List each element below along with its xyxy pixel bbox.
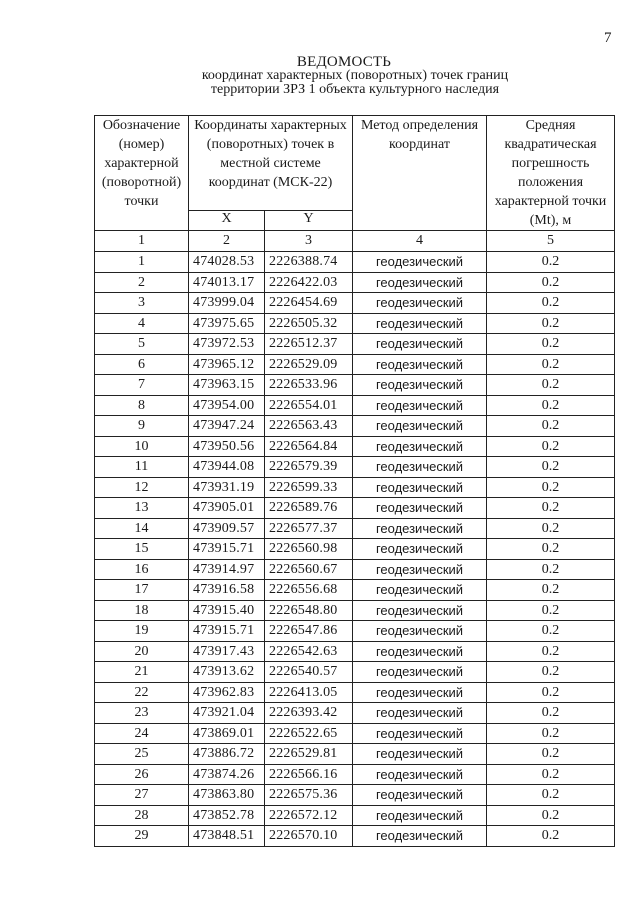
coordinate-x-cell: 473944.08 [189, 457, 265, 478]
table-row [95, 313, 615, 334]
error-cell: 0.2 [487, 559, 615, 580]
coordinate-y-cell: 2226570.10 [265, 826, 353, 847]
table-row [95, 252, 615, 273]
header-coordinates: Координаты характерных (поворотных) точек в местной системе координат (МСК-22) [189, 116, 353, 211]
method-cell: геодезический [353, 662, 487, 683]
error-cell: 0.2 [487, 354, 615, 375]
method-cell: геодезический [353, 293, 487, 314]
point-number-cell: 3 [95, 293, 189, 314]
coordinate-x-cell: 473965.12 [189, 354, 265, 375]
point-number-cell: 22 [95, 682, 189, 703]
error-cell: 0.2 [487, 518, 615, 539]
coordinate-x-cell: 473848.51 [189, 826, 265, 847]
method-cell: геодезический [353, 334, 487, 355]
coordinate-x-cell: 473921.04 [189, 703, 265, 724]
method-cell: геодезический [353, 477, 487, 498]
coordinate-x-cell: 473915.40 [189, 600, 265, 621]
point-number-cell: 21 [95, 662, 189, 683]
coordinate-y-cell: 2226589.76 [265, 498, 353, 519]
header-y: Y [265, 211, 353, 231]
error-cell: 0.2 [487, 498, 615, 519]
method-cell: геодезический [353, 395, 487, 416]
coordinate-x-cell: 473916.58 [189, 580, 265, 601]
method-cell: геодезический [353, 354, 487, 375]
header-method: Метод определения координат [353, 116, 487, 231]
coordinate-x-cell: 473905.01 [189, 498, 265, 519]
table-row [95, 272, 615, 293]
coordinate-x-cell: 473954.00 [189, 395, 265, 416]
coordinate-y-cell: 2226529.09 [265, 354, 353, 375]
point-number-cell: 12 [95, 477, 189, 498]
coordinate-y-cell: 2226556.68 [265, 580, 353, 601]
point-number-cell: 23 [95, 703, 189, 724]
point-number-cell: 29 [95, 826, 189, 847]
coordinate-y-cell: 2226560.67 [265, 559, 353, 580]
coordinate-x-cell: 473915.71 [189, 539, 265, 560]
coordinate-x-cell: 473931.19 [189, 477, 265, 498]
table-row [95, 785, 615, 806]
error-cell: 0.2 [487, 436, 615, 457]
table-row [95, 498, 615, 519]
table-row [95, 539, 615, 560]
coordinate-x-cell: 473917.43 [189, 641, 265, 662]
coordinate-x-cell: 473999.04 [189, 293, 265, 314]
table-row [95, 375, 615, 396]
method-cell: геодезический [353, 805, 487, 826]
coordinate-y-cell: 2226575.36 [265, 785, 353, 806]
method-cell: геодезический [353, 744, 487, 765]
coordinate-y-cell: 2226554.01 [265, 395, 353, 416]
error-cell: 0.2 [487, 600, 615, 621]
point-number-cell: 9 [95, 416, 189, 437]
table-row [95, 457, 615, 478]
error-cell: 0.2 [487, 826, 615, 847]
error-cell: 0.2 [487, 313, 615, 334]
coordinate-y-cell: 2226577.37 [265, 518, 353, 539]
error-cell: 0.2 [487, 539, 615, 560]
method-cell: геодезический [353, 600, 487, 621]
table-row [95, 621, 615, 642]
coordinate-y-cell: 2226522.65 [265, 723, 353, 744]
method-cell: геодезический [353, 641, 487, 662]
error-cell: 0.2 [487, 293, 615, 314]
table-row [95, 764, 615, 785]
point-number-cell: 1 [95, 252, 189, 273]
method-cell: геодезический [353, 539, 487, 560]
table-row [95, 682, 615, 703]
coordinate-x-cell: 474028.53 [189, 252, 265, 273]
coordinate-x-cell: 473914.97 [189, 559, 265, 580]
table-row [95, 703, 615, 724]
header-mean-square-error: Средняя квадратическая погрешность положения характерной точки (Mt), м [487, 116, 615, 231]
method-cell: геодезический [353, 457, 487, 478]
method-cell: геодезический [353, 682, 487, 703]
table-row [95, 723, 615, 744]
page-number: 7 [604, 30, 612, 46]
point-number-cell: 16 [95, 559, 189, 580]
title-subheading-line-2: территории ЗРЗ 1 объекта культурного наследия [210, 82, 500, 97]
error-cell: 0.2 [487, 703, 615, 724]
coordinate-x-cell: 473963.15 [189, 375, 265, 396]
method-cell: геодезический [353, 559, 487, 580]
coordinate-x-cell: 474013.17 [189, 272, 265, 293]
coordinate-y-cell: 2226422.03 [265, 272, 353, 293]
point-number-cell: 7 [95, 375, 189, 396]
method-cell: геодезический [353, 764, 487, 785]
column-number: 3 [265, 231, 353, 252]
method-cell: геодезический [353, 785, 487, 806]
coordinates-table [94, 115, 615, 847]
coordinate-x-cell: 473869.01 [189, 723, 265, 744]
point-number-cell: 4 [95, 313, 189, 334]
coordinate-x-cell: 473909.57 [189, 518, 265, 539]
coordinate-y-cell: 2226579.39 [265, 457, 353, 478]
column-number: 1 [95, 231, 189, 252]
point-number-cell: 11 [95, 457, 189, 478]
method-cell: геодезический [353, 518, 487, 539]
method-cell: геодезический [353, 723, 487, 744]
point-number-cell: 5 [95, 334, 189, 355]
table-row [95, 580, 615, 601]
table-row [95, 559, 615, 580]
table-row [95, 600, 615, 621]
coordinate-y-cell: 2226413.05 [265, 682, 353, 703]
error-cell: 0.2 [487, 477, 615, 498]
method-cell: геодезический [353, 580, 487, 601]
point-number-cell: 26 [95, 764, 189, 785]
title-subheading-line-1: координат характерных (поворотных) точек границ [201, 68, 509, 83]
error-cell: 0.2 [487, 334, 615, 355]
error-cell: 0.2 [487, 641, 615, 662]
coordinate-y-cell: 2226454.69 [265, 293, 353, 314]
method-cell: геодезический [353, 436, 487, 457]
method-cell: геодезический [353, 826, 487, 847]
title-heading: ВЕДОМОСТЬ [296, 54, 392, 70]
table-row [95, 354, 615, 375]
table-body [95, 252, 615, 847]
error-cell: 0.2 [487, 662, 615, 683]
coordinate-y-cell: 2226547.86 [265, 621, 353, 642]
document-title [0, 55, 640, 97]
coordinate-x-cell: 473950.56 [189, 436, 265, 457]
method-cell: геодезический [353, 313, 487, 334]
table-row [95, 826, 615, 847]
coordinate-x-cell: 473913.62 [189, 662, 265, 683]
point-number-cell: 10 [95, 436, 189, 457]
point-number-cell: 14 [95, 518, 189, 539]
column-number: 5 [487, 231, 615, 252]
coordinate-x-cell: 473915.71 [189, 621, 265, 642]
point-number-cell: 17 [95, 580, 189, 601]
method-cell: геодезический [353, 252, 487, 273]
coordinate-y-cell: 2226566.16 [265, 764, 353, 785]
table-row [95, 662, 615, 683]
point-number-cell: 15 [95, 539, 189, 560]
method-cell: геодезический [353, 621, 487, 642]
method-cell: геодезический [353, 272, 487, 293]
coordinate-y-cell: 2226548.80 [265, 600, 353, 621]
coordinate-y-cell: 2226393.42 [265, 703, 353, 724]
table-row [95, 436, 615, 457]
coordinate-y-cell: 2226540.57 [265, 662, 353, 683]
coordinate-y-cell: 2226533.96 [265, 375, 353, 396]
point-number-cell: 6 [95, 354, 189, 375]
error-cell: 0.2 [487, 785, 615, 806]
table-row [95, 293, 615, 314]
point-number-cell: 27 [95, 785, 189, 806]
table-row [95, 395, 615, 416]
error-cell: 0.2 [487, 375, 615, 396]
table-row [95, 416, 615, 437]
point-number-cell: 18 [95, 600, 189, 621]
error-cell: 0.2 [487, 395, 615, 416]
point-number-cell: 8 [95, 395, 189, 416]
point-number-cell: 13 [95, 498, 189, 519]
coordinate-x-cell: 473947.24 [189, 416, 265, 437]
table-row [95, 334, 615, 355]
error-cell: 0.2 [487, 744, 615, 765]
coordinate-y-cell: 2226388.74 [265, 252, 353, 273]
coordinate-y-cell: 2226563.43 [265, 416, 353, 437]
coordinate-y-cell: 2226505.32 [265, 313, 353, 334]
coordinate-y-cell: 2226599.33 [265, 477, 353, 498]
point-number-cell: 19 [95, 621, 189, 642]
point-number-cell: 28 [95, 805, 189, 826]
method-cell: геодезический [353, 498, 487, 519]
error-cell: 0.2 [487, 764, 615, 785]
table-row [95, 744, 615, 765]
coordinate-y-cell: 2226529.81 [265, 744, 353, 765]
coordinate-y-cell: 2226542.63 [265, 641, 353, 662]
coordinate-x-cell: 473863.80 [189, 785, 265, 806]
table-row [95, 477, 615, 498]
method-cell: геодезический [353, 416, 487, 437]
point-number-cell: 20 [95, 641, 189, 662]
error-cell: 0.2 [487, 723, 615, 744]
point-number-cell: 2 [95, 272, 189, 293]
error-cell: 0.2 [487, 416, 615, 437]
error-cell: 0.2 [487, 580, 615, 601]
column-number: 2 [189, 231, 265, 252]
error-cell: 0.2 [487, 272, 615, 293]
table-row [95, 641, 615, 662]
error-cell: 0.2 [487, 682, 615, 703]
column-number: 4 [353, 231, 487, 252]
header-point-designation: Обозначение (номер) характерной (поворотной) точки [95, 116, 189, 231]
point-number-cell: 24 [95, 723, 189, 744]
coordinate-x-cell: 473975.65 [189, 313, 265, 334]
error-cell: 0.2 [487, 805, 615, 826]
table-row [95, 518, 615, 539]
column-number-row [95, 231, 615, 252]
coordinate-y-cell: 2226572.12 [265, 805, 353, 826]
coordinate-y-cell: 2226560.98 [265, 539, 353, 560]
coordinate-x-cell: 473962.83 [189, 682, 265, 703]
error-cell: 0.2 [487, 457, 615, 478]
table-row [95, 805, 615, 826]
header-x: X [189, 211, 265, 231]
method-cell: геодезический [353, 375, 487, 396]
coordinate-x-cell: 473886.72 [189, 744, 265, 765]
method-cell: геодезический [353, 703, 487, 724]
error-cell: 0.2 [487, 252, 615, 273]
coordinate-y-cell: 2226564.84 [265, 436, 353, 457]
coordinate-y-cell: 2226512.37 [265, 334, 353, 355]
table-header [95, 116, 615, 252]
coordinate-x-cell: 473874.26 [189, 764, 265, 785]
coordinate-x-cell: 473972.53 [189, 334, 265, 355]
coordinate-x-cell: 473852.78 [189, 805, 265, 826]
point-number-cell: 25 [95, 744, 189, 765]
error-cell: 0.2 [487, 621, 615, 642]
